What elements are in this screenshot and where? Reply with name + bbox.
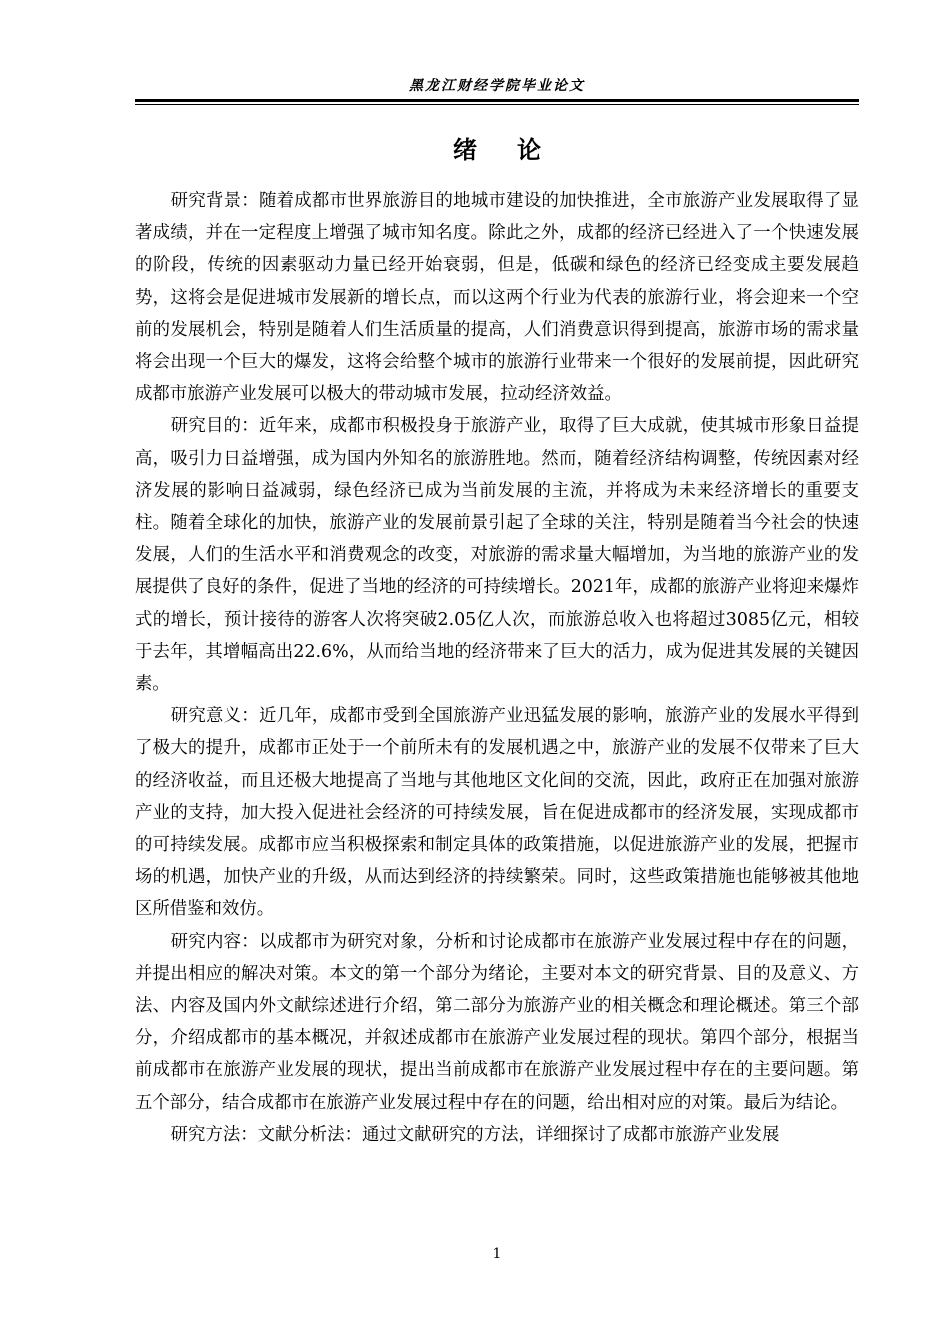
paragraph-significance: 研究意义：近几年，成都市受到全国旅游产业迅猛发展的影响，旅游产业的发展水平得到了极大的提升，成都市正处于一个前所未有的发展机遇之中，旅游产业的发展不仅带来了巨大的经济收益，而且还极大地提高了当地与其他地区文化间的交流，因此，政府正在加强对旅游产业的支持，加大投入促进社会经济的可持续发展，旨在促进成都市的经济发展，实现成都市的可持续发展。成都市应当积极探索和制定具体的政策措施，以促进旅游产业的发展，把握市场的机遇，加快产业的升级，从而达到经济的持续繁荣。同时，这些政策措施也能够被其他地区所借鉴和效仿。 <box>135 706 859 920</box>
running-header: 黑龙江财经学院毕业论文 <box>409 78 585 94</box>
paragraph-content: 研究内容：以成都市为研究对象，分析和讨论成都市在旅游产业发展过程中存在的问题，并提出相应的解决对策。本文的第一个部分为绪论，主要对本文的研究背景、目的及意义、方法、内容及国内外文献综述进行介绍，第二部分为旅游产业的相关概念和理论概述。第三个部分，介绍成都市的基本概况，并叙述成都市在旅游产业发展过程的现状。第四个部分，根据当前成都市在旅游产业发展的现状，提出当前成都市在旅游产业发展过程中存在的主要问题。第五个部分，结合成都市在旅游产业发展过程中存在的问题，给出相对应的对策。最后为结论。 <box>135 931 859 1113</box>
paragraph-background: 研究背景：随着成都市世界旅游目的地城市建设的加快推进，全市旅游产业发展取得了显著成绩，并在一定程度上增强了城市知名度。除此之外，成都的经济已经进入了一个快速发展的阶段，传统的因素驱动力量已经开始衰弱，但是，低碳和绿色的经济已经变成主要发展趋势，这将会是促进城市发展新的增长点，而以这两个行业为代表的旅游行业，将会迎来一个空前的发展机会，特别是随着人们生活质量的提高，人们消费意识得到提高，旅游市场的需求量将会出现一个巨大的爆发，这将会给整个城市的旅游行业带来一个很好的发展前提，因此研究成都市旅游产业发展可以极大的带动城市发展，拉动经济效益。 <box>135 191 859 405</box>
paragraph-purpose: 研究目的：近年来，成都市积极投身于旅游产业，取得了巨大成就，使其城市形象日益提高，吸引力日益增强，成为国内外知名的旅游胜地。然而，随着经济结构调整，传统因素对经济发展的影响日益减弱，绿色经济已成为当前发展的主流，并将成为未来经济增长的重要支柱。随着全球化的加快，旅游产业的发展前景引起了全球的关注，特别是随着当今社会的快速发展，人们的生活水平和消费观念的改变，对旅游的需求量大幅增加，为当地的旅游产业的发展提供了良好的条件，促进了当地的经济的可持续增长。2021年，成都的旅游产业将迎来爆炸式的增长，预计接待的游客人次将突破2.05亿人次，而旅游总收入也将超过3085亿元，相较于去年，其增幅高出22.6%，从而给当地的经济带来了巨大的活力，成为促进其发展的关键因素。 <box>135 416 859 695</box>
page-number: 1 <box>492 1246 502 1262</box>
body-text <box>135 185 859 1151</box>
header-rule-thick <box>135 99 859 102</box>
header-rule-thin <box>135 104 859 105</box>
section-title: 绪论 <box>453 136 581 164</box>
paragraph-method: 研究方法：文献分析法：通过文献研究的方法，详细探讨了成都市旅游产业发展 <box>170 1124 780 1145</box>
